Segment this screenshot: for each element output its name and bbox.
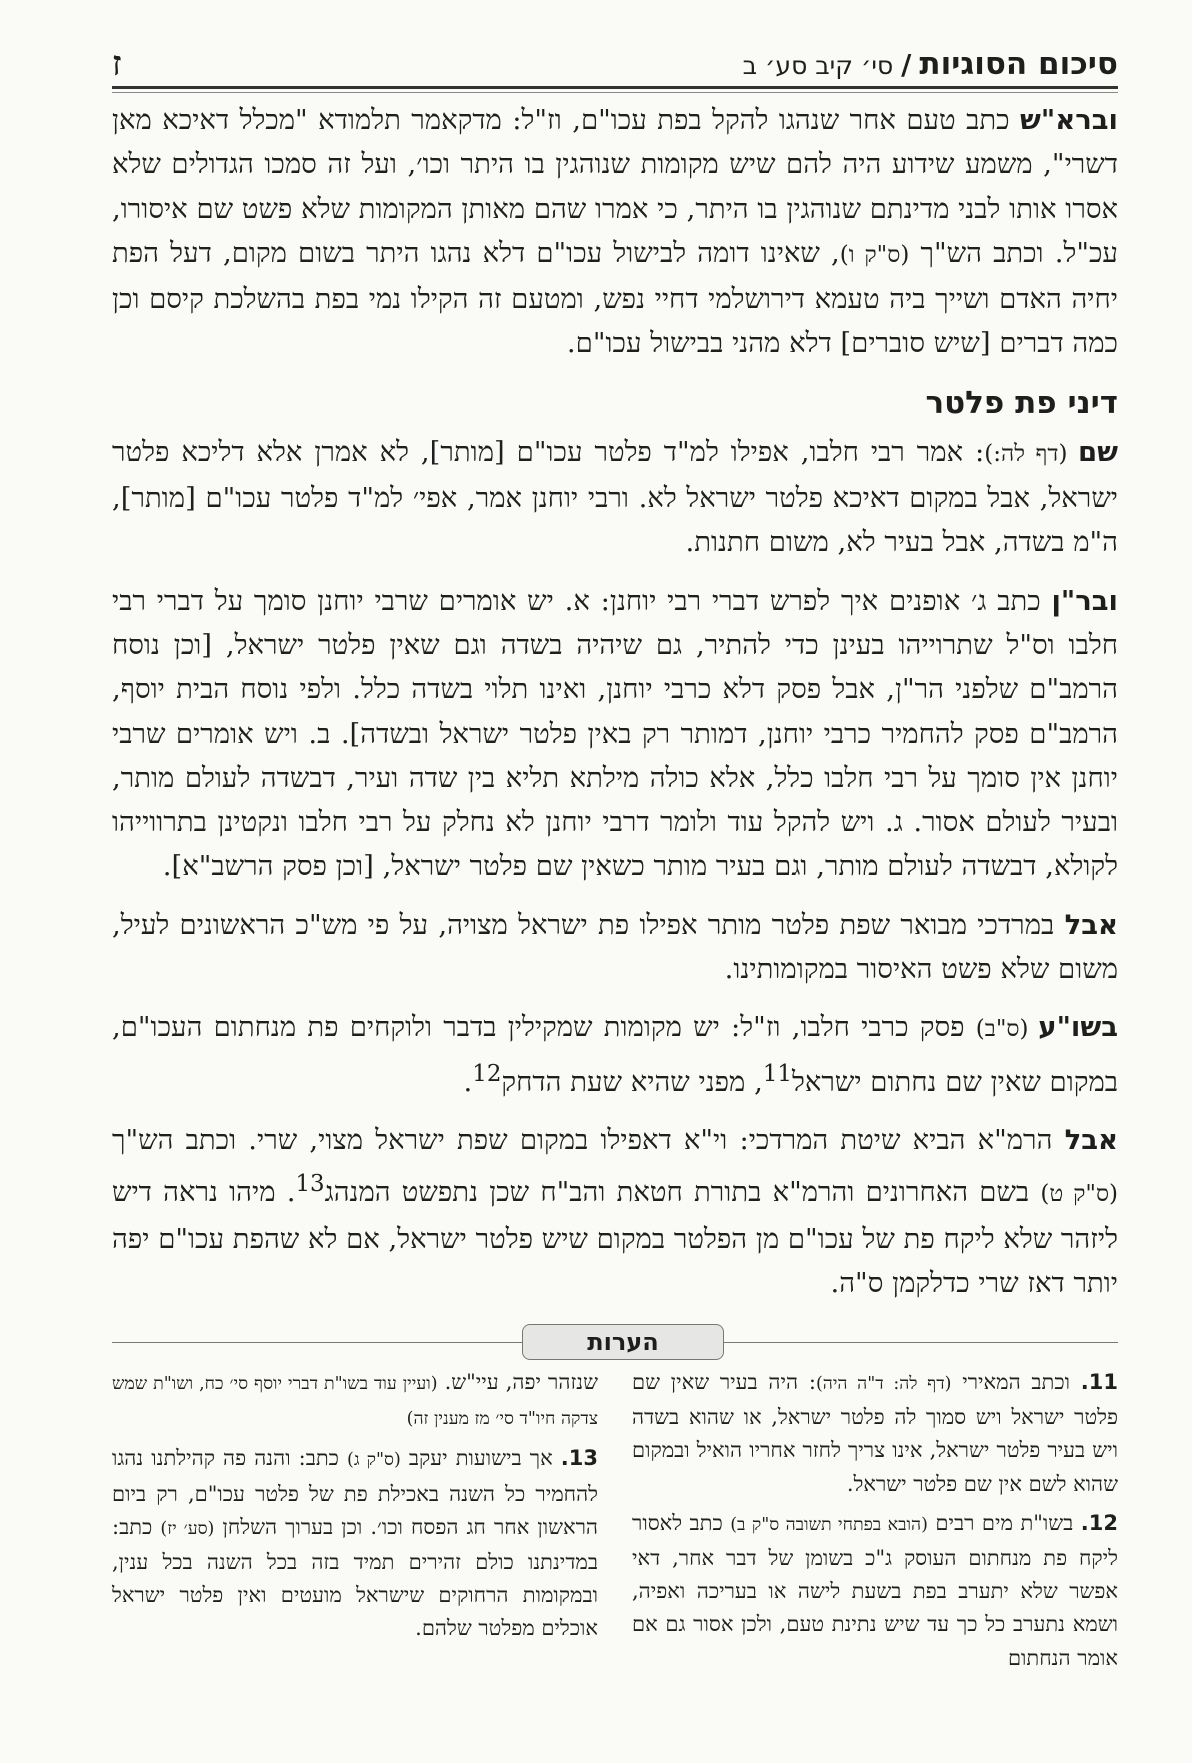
citation: (ס"ק ו) xyxy=(839,241,910,268)
footnote-text: אך בישועות יעקב xyxy=(400,1446,561,1471)
footnote-number: 11. xyxy=(1080,1370,1118,1394)
paragraph-text: כתב ג׳ אופנים איך לפרש דברי רבי יוחנן: א. יש אומרים שרבי יוחנן סומך על דברי רבי חלבו וס"ל שתרוייהו בעינן כדי להתיר, גם שיהיה בשדה וגם שאין פלטר ישראל, [וכן נוסח הרמב"ם שלפני הר"ן, אבל פסק דלא כרבי יוחנן, ואינו תלוי בשדה כלל. ולפי נוסח הבית יוסף, הרמב"ם פסק להחמיר כרבי יוחנן, דמותר רק באין פלטר ישראל ובשדה]. ב. ויש אומרים שרבי יוחנן אין סומך על רבי חלבו כלל, אלא כולה מילתא תליא בין שדה ועיר, דבשדה לעולם מותר, ובעיר לעולם אסור. ג. ויש להקל עוד ולומר דרבי יוחנן לא נחלק על רבי חלבו ונקטינן בתרווייהו לקולא, דבשדה לעולם מותר, וגם בעיר מותר כשאין שם פלטר ישראל, [וכן פסק הרשב"א]. xyxy=(112,584,1118,883)
footnote-ref[interactable]: 11 xyxy=(762,1060,792,1087)
header-slash: / xyxy=(901,48,912,81)
paragraph-gemara xyxy=(112,430,1118,565)
footnote-text: בשו"ת מים רבים xyxy=(927,1510,1081,1535)
footnote-11 xyxy=(632,1366,1118,1501)
paragraph-rosh xyxy=(112,98,1118,366)
footnote-text: כתב: במדינתנו כולם זהירים תמיד בזה בכל השנה בכל ענין, ובמקומות הרחוקים שישראל מועטים ואין פלטר ישראל אוכלים מפלטר שלהם. xyxy=(112,1514,598,1641)
paragraph-text: כתב טעם אחר שנהגו להקל בפת עכו"ם, וז"ל: מדקאמר תלמודא "מכלל דאיכא מאן דשרי", משמע שידוע היה להם שיש מקומות שנוהגין בו היתר וכו׳, ועל זה סמכו הגדולים שלא אסרו אותו לבני מדינתם שנוהגין בו היתר, כי אמרו שהם מאותן המקומות שלא פשט שם איסורו, עכ"ל. וכתב הש"ך xyxy=(112,104,1118,269)
paragraph-rema xyxy=(112,1118,1118,1305)
paragraph-ran xyxy=(112,579,1118,889)
footnote-text: שנזהר יפה, עיי"ש. xyxy=(437,1370,598,1394)
paragraph-text: : אמר רבי חלבו, אפילו למ"ד פלטר עכו"ם [מותר], לא אמרן אלא דליכא פלטר ישראל, אבל במקום דאיכא פלטר ישראל לא. ורבי יוחנן אמר, אפי׳ למ"ד פלטר עכו"ם [מותר], ה"מ בשדה, אבל בעיר לא, משום חתנות. xyxy=(112,435,1118,559)
paragraph-text: . xyxy=(463,1065,473,1098)
paragraph-lead: אבל xyxy=(1064,908,1118,941)
footnote-number: 12. xyxy=(1080,1510,1118,1535)
header-section-ref: סי׳ קיב סע׳ ב xyxy=(742,51,894,80)
paragraph-lead: שם xyxy=(1077,435,1118,468)
footnote-ref[interactable]: 13 xyxy=(295,1171,325,1198)
citation: (סע׳ יז) xyxy=(160,1518,215,1539)
footnote-13 xyxy=(112,1442,598,1645)
section-title: דיני פת פלטר xyxy=(925,384,1118,421)
citation: (ועיין עוד בשו"ת דברי יוסף סי׳ כח, ושו"ת שמש צדקה חיו"ד סי׳ מז מענין זה) xyxy=(112,1374,598,1430)
paragraph-lead: וברא"ש xyxy=(1020,104,1118,136)
page-number: ז xyxy=(112,44,122,84)
citation: (הובא בפתחי תשובה ס"ק ב) xyxy=(730,1514,928,1535)
paragraph-text: , שאינו דומה לבישול עכו"ם דלא נהגו היתר בשום מקום, דעל הפת יחיה האדם ושייך ביה טעמא דירושלמי דחיי נפש, ומטעם זה הקילו נמי בפת בהשלכת קיסם וכן כמה דברים [שיש סוברים] דלא מהני בבישול עכו"ם. xyxy=(112,236,1118,360)
footnotes xyxy=(112,1366,1118,1681)
citation: (ס"ק ט) xyxy=(1040,1181,1119,1208)
footnote-text: וכתב המאירי xyxy=(951,1370,1081,1394)
citation: (דף לה: ד"ה היה) xyxy=(815,1374,952,1394)
notes-label: הערות xyxy=(522,1324,724,1360)
header-title-block xyxy=(743,46,1118,82)
main-text xyxy=(112,98,1118,1319)
paragraph-mordechai xyxy=(112,903,1118,992)
header-rule xyxy=(112,86,1118,89)
paragraph-text: בשם האחרונים והרמ"א בתורת חטאת והב"ח שכן נתפשט המנהג xyxy=(324,1176,1041,1209)
paragraph-text: . מיהו נראה דיש ליזהר שלא ליקח פת של עכו"ם מן הפלטר במקום שיש פלטר ישראל, אם לא שהפת עכו"ם יפה יותר דאז שרי כדלקמן ס"ה. xyxy=(112,1176,1118,1300)
footnote-text: כתב לאסור ליקח פת מנחתום העוסק ג"כ בשומן של דבר אחר, דאי אפשר שלא יתערב בפת בשעת לישה או בעריכה ואפיה, ושמא נתערב כל כך עד שיש נתינת טעם, ולכן אסור גם אם אומר הנחתום xyxy=(632,1510,1118,1670)
paragraph-lead: ובר"ן xyxy=(1051,584,1118,617)
paragraph-text: , מפני שהיא שעת הדחק xyxy=(501,1065,763,1098)
paragraph-text: במרדכי מבואר שפת פלטר מותר אפילו פת ישראל מצויה, על פי מש"כ הראשונים לעיל, משום שלא פשט האיסור במקומותינו. xyxy=(112,908,1118,986)
footnote-number: 13. xyxy=(560,1446,598,1471)
header-title: סיכום הסוגיות xyxy=(919,46,1118,82)
footnote-12 xyxy=(632,1507,1118,1675)
citation: (ס"ב) xyxy=(975,1016,1039,1043)
footnotes-column-right xyxy=(632,1366,1118,1681)
citation: (דף לה:) xyxy=(984,440,1078,467)
paragraph-lead: בשו"ע xyxy=(1038,1011,1118,1044)
header-rule-thin xyxy=(112,92,1118,93)
footnote-ref[interactable]: 12 xyxy=(472,1060,502,1087)
footnote-text: כתב: והנה פה קהילתנו נהגו להחמיר כל השנה באכילת פת של פלטר עכו"ם, רק ביום הראשון אחר חג הפסח וכו׳. וכן בערוך השלחן xyxy=(112,1446,598,1539)
footnote-12-continued xyxy=(112,1366,598,1436)
paragraph-lead: אבל xyxy=(1064,1124,1118,1157)
paragraph-text: פסק כרבי חלבו, וז"ל: יש מקומות שמקילין בדבר ולוקחים פת מנחתום העכו"ם, במקום שאין שם נחתום ישראל xyxy=(112,1011,1118,1098)
paragraph-text: הרמ"א הביא שיטת המרדכי: וי"א דאפילו במקום שפת ישראל מצוי, שרי. וכתב הש"ך xyxy=(112,1124,1065,1157)
footnotes-column-left xyxy=(112,1366,598,1681)
paragraph-shulchan-aruch xyxy=(112,1005,1118,1104)
citation: (ס"ק ג) xyxy=(347,1450,401,1471)
footnote-text: : היה בעיר שאין שם פלטר ישראל ויש סמוך לה פלטר ישראל, או שהוא בשדה ויש בעיר פלטר ישראל, אינו צריך לחזר אחריו הואיל ובמקום שהוא לשם אין שם פלטר ישראל. xyxy=(632,1370,1118,1496)
running-header xyxy=(112,44,1118,88)
